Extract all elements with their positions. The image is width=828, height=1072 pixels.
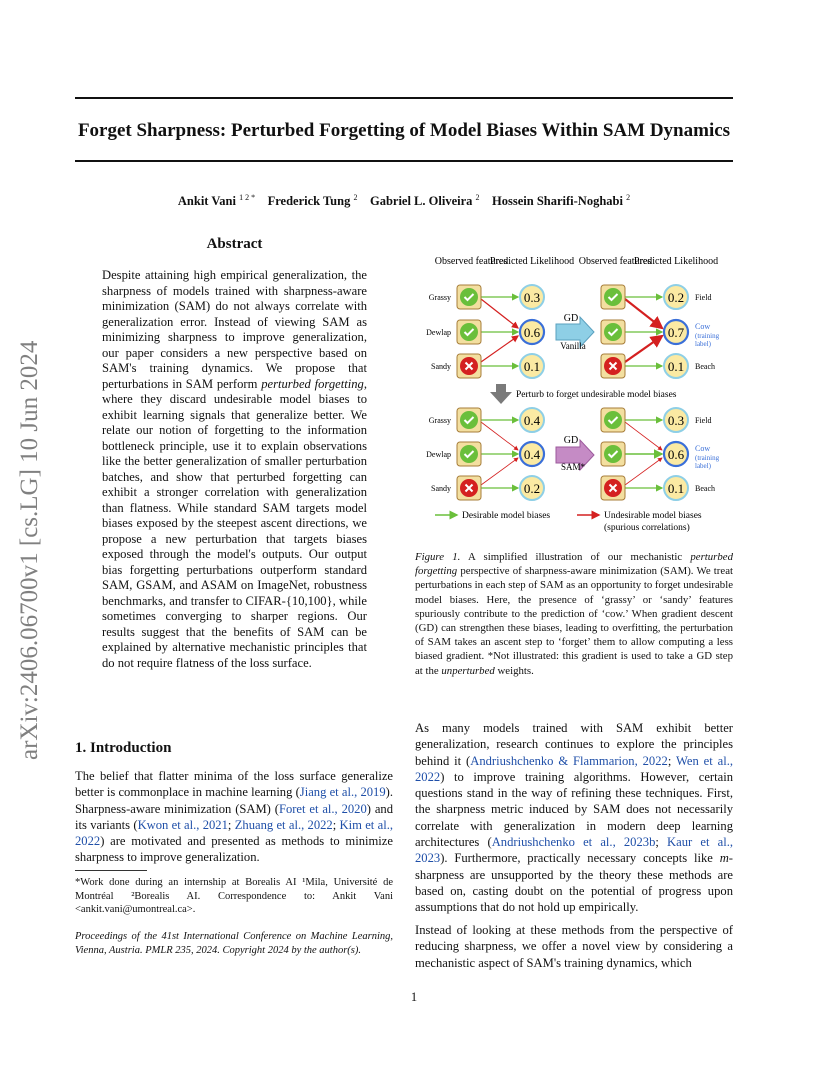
feature-grassy-top: Grassy — [428, 293, 451, 302]
footnote-proceedings — [75, 930, 393, 957]
label-beach-bottom: Beach — [695, 484, 715, 493]
likelihood-beach-tl: 0.1 — [523, 359, 541, 374]
author-4-affil: 2 — [626, 193, 631, 202]
obs-dewlap-top-left — [457, 320, 481, 344]
abstract-emphasis: perturbed forgetting — [261, 376, 364, 391]
obs-sandy-top-right — [601, 354, 625, 378]
legend-undesirable-note: (spurious correlations) — [604, 523, 690, 533]
intro-left-text: ) are motivated and presented as methods to minimize sharpness to improve generalization. — [75, 834, 393, 865]
author-2-affil: 2 — [353, 193, 358, 202]
caption-label: Figure 1. — [415, 551, 461, 563]
footnote-rule — [75, 870, 147, 871]
likelihood-field-tl: 0.3 — [523, 290, 541, 305]
label-beach-top: Beach — [695, 362, 715, 371]
section-heading-introduction: 1. Introduction — [75, 740, 172, 756]
obs-grassy-top-left — [457, 285, 481, 309]
top-left-arrows — [481, 297, 518, 366]
likelihood-cow-tl: 0.6 — [523, 325, 541, 340]
likelihood-cow-br: 0.6 — [667, 447, 685, 462]
col-predicted-left: Predicted Likelihood — [489, 256, 575, 267]
intro-right-text: As many models trained with SAM exhibit better generalization, research continues to explore the principles behind it ( — [415, 721, 733, 768]
sam-label: SAM* — [560, 462, 586, 472]
likelihood-cow-bl: 0.4 — [523, 447, 541, 462]
gd-label-top: GD — [563, 313, 579, 324]
likelihood-field-bl: 0.4 — [523, 413, 541, 428]
obs-sandy-top-left — [457, 354, 481, 378]
citation-link[interactable]: Wen et al., 2022 — [415, 753, 733, 784]
figure-1 — [415, 250, 733, 542]
label-cow-bottom: Cow — [695, 444, 711, 453]
intro-right-text: ) to improve training algorithms. However, certain questions stand in the way of refining these techniques. First, the sharpness metric induced by SAM does not necessarily correlate with generalization in modern deep learning architectures ( — [415, 769, 733, 850]
author-3-affil: 2 — [475, 193, 480, 202]
page-number: 1 — [410, 990, 418, 1004]
proceedings-edition: 41st — [161, 931, 179, 942]
obs-dewlap-bottom-right — [601, 442, 625, 466]
feature-sandy-bottom: Sandy — [431, 484, 451, 493]
label-field-bottom: Field — [695, 416, 712, 425]
bottom-left-arrows — [481, 420, 518, 488]
intro-left-text: The belief that flatter minima of the loss surface generalize better is commonplace in machine learning ( — [75, 769, 393, 800]
label-cow-top: Cow — [695, 322, 711, 331]
perturb-down-arrow — [490, 384, 512, 404]
abstract-heading: Abstract — [206, 236, 263, 252]
proceedings-text-1: Proceedings of the — [75, 931, 162, 942]
citation-link[interactable]: Andriushchenko et al., 2023b — [491, 835, 656, 850]
intro-left-text: ) and its variants ( — [75, 801, 393, 832]
bottom-right-arrows — [625, 420, 662, 488]
perturb-label: Perturb to forget undesirable model biases — [516, 390, 677, 400]
citation-link[interactable]: Kaur et al., 2023 — [415, 835, 734, 866]
intro-right-text: ; — [667, 753, 676, 768]
intro-right-text: m — [719, 851, 729, 866]
citation-link[interactable]: Foret et al., 2020 — [278, 801, 367, 816]
label-label-top: label) — [695, 340, 711, 348]
title-rule-top — [75, 97, 733, 99]
abstract-text-2: , where they discard undesirable model biases to exhibit learning signals that generalize better. We relate our notion of forgetting to the information bottleneck principle, use it to explain observations like the better generalization of smaller perturbation batches, and show that perturbed forgetting can exhibit a stronger correlation with generalization than flatness. While standard SAM targets model biases exposed by the steepest ascent directions, we propose a new perturbation that targets biases exposed through the model's outputs. Our output bias forgetting perturbations outperform standard SAM, GSAM, and ASAM on ImageNet, robustness benchmarks, and transfer to CIFAR-{10,100}, while sometimes converging to sharper regions. Our results suggest that the benefits of SAM can be explained by alternative mechanistic principles that do not require flatness of the loss surface. — [102, 376, 367, 670]
gd-label-bottom: GD — [563, 435, 579, 446]
legend-undesirable: Undesirable model biases — [604, 511, 702, 521]
author-4: Hossein Sharifi-Noghabi — [492, 194, 623, 209]
abstract-text-1: Despite attaining high empirical generalization, the sharpness of models trained with sharpness-aware minimization (SAM) do not always correlate with generalization error. Instead of viewing SAM as minimizing sharpness to improve generalization, our paper considers a new perspective based on SAM's training dynamics. We propose that perturbations in SAM perform — [102, 268, 367, 391]
intro-paragraph-right-2: Instead of looking at these methods from the perspective of reducing sharpness, we offer a novel view by considering a mechanistic aspect of SAM's training dynamics, which — [415, 923, 733, 970]
caption-emphasis-2: unperturbed — [441, 664, 495, 677]
intro-left-text: ; — [227, 817, 235, 832]
paper-title: Forget Sharpness: Perturbed Forgetting of Model Biases Within SAM Dynamics — [77, 120, 731, 141]
author-2: Frederick Tung — [267, 194, 351, 209]
abstract-body — [102, 268, 367, 671]
feature-dewlap-top: Dewlap — [426, 328, 451, 337]
obs-sandy-bottom-right — [601, 476, 625, 500]
obs-sandy-bottom-left — [457, 476, 481, 500]
label-training-top: (training — [695, 332, 720, 340]
caption-emphasis-1: perturbed forgetting — [415, 551, 733, 578]
label-label-bottom: label) — [695, 462, 711, 470]
caption-text-3: weights. — [494, 664, 534, 677]
author-3: Gabriel L. Oliveira — [369, 194, 473, 209]
citation-link[interactable]: Andriushchenko & Flammarion, 2022 — [470, 753, 668, 768]
likelihood-beach-bl: 0.2 — [523, 481, 541, 496]
author-1: Ankit Vani — [177, 194, 236, 209]
vanilla-label: Vanilla — [560, 341, 586, 351]
obs-dewlap-bottom-left — [457, 442, 481, 466]
label-field-top: Field — [695, 293, 712, 302]
top-right-arrows — [625, 297, 662, 366]
col-observed-right: Observed features — [578, 256, 652, 267]
intro-right-text: ). Furthermore, practically necessary concepts like — [440, 851, 720, 866]
citation-link[interactable]: Zhuang et al., 2022 — [234, 817, 333, 832]
caption-text-1: A simplified illustration of our mechanistic — [460, 551, 691, 563]
author-list — [75, 193, 733, 209]
intro-paragraph-left — [75, 768, 393, 866]
obs-grassy-bottom-left — [457, 408, 481, 432]
feature-grassy-bottom: Grassy — [428, 416, 451, 425]
likelihood-cow-tr: 0.7 — [667, 325, 685, 340]
legend-desirable: Desirable model biases — [462, 511, 551, 521]
obs-dewlap-top-right — [601, 320, 625, 344]
title-rule-bottom — [75, 160, 733, 162]
feature-sandy-top: Sandy — [431, 362, 451, 371]
obs-grassy-top-right — [601, 285, 625, 309]
figure-1-caption — [415, 550, 733, 678]
likelihood-field-tr: 0.2 — [667, 290, 685, 305]
footnote-affiliations: *Work done during an internship at Borealis AI ¹Mila, Université de Montréal ²Borealis AI. Correspondence to: Ankit Vani <ankit.vani@umontreal.ca>. — [75, 877, 393, 915]
arxiv-stamp: arXiv:2406.06700v1 [cs.LG] 10 Jun 2024 — [16, 340, 43, 760]
intro-right-text: -sharpness are unsupported by the theory these methods are based on, casting doubt on the potential of progress upon assumptions that do not hold up empirically. — [415, 851, 733, 915]
citation-link[interactable]: Jiang et al., 2019 — [299, 785, 386, 800]
col-predicted-right: Predicted Likelihood — [633, 256, 719, 267]
intro-left-text: ). Sharpness-aware minimization (SAM) ( — [75, 785, 393, 816]
caption-text-2: perspective of sharpness-aware minimization (SAM). We treat perturbations in each step of SAM as an opportunity to forget undesirable model biases. Here, the presence of ‘grassy’ or ‘sandy’ features spuriously contribute to the prediction of ‘cow.’ When gradient descent (GD) can strengthen these biases, leading to overfitting, the perturbation of SAM takes an ascent step to ‘forget’ them to allow computing a less biased gradient. *Not illustrated: this gradient is used to take a GD step at the — [415, 565, 733, 677]
intro-paragraph-right-1 — [415, 720, 733, 916]
likelihood-beach-br: 0.1 — [667, 481, 685, 496]
col-observed-left: Observed features — [434, 256, 508, 267]
citation-link[interactable]: Kwon et al., 2021 — [137, 817, 228, 832]
likelihood-beach-tr: 0.1 — [667, 359, 685, 374]
intro-right-text: ; — [655, 835, 668, 850]
proceedings-text-2: International Conference on Machine Learning, Vienna, Austria. PMLR 235, 2024. Copyright 2024 by the author(s). — [75, 931, 393, 956]
likelihood-field-br: 0.3 — [667, 413, 685, 428]
obs-grassy-bottom-right — [601, 408, 625, 432]
author-1-affil: 1 2 * — [239, 193, 256, 202]
label-training-bottom: (training — [695, 454, 720, 462]
figure-1-diagram — [415, 250, 733, 542]
feature-dewlap-bottom: Dewlap — [426, 450, 451, 459]
intro-left-text: ; — [332, 817, 340, 832]
citation-link[interactable]: Kim et al., 2022 — [75, 817, 393, 849]
